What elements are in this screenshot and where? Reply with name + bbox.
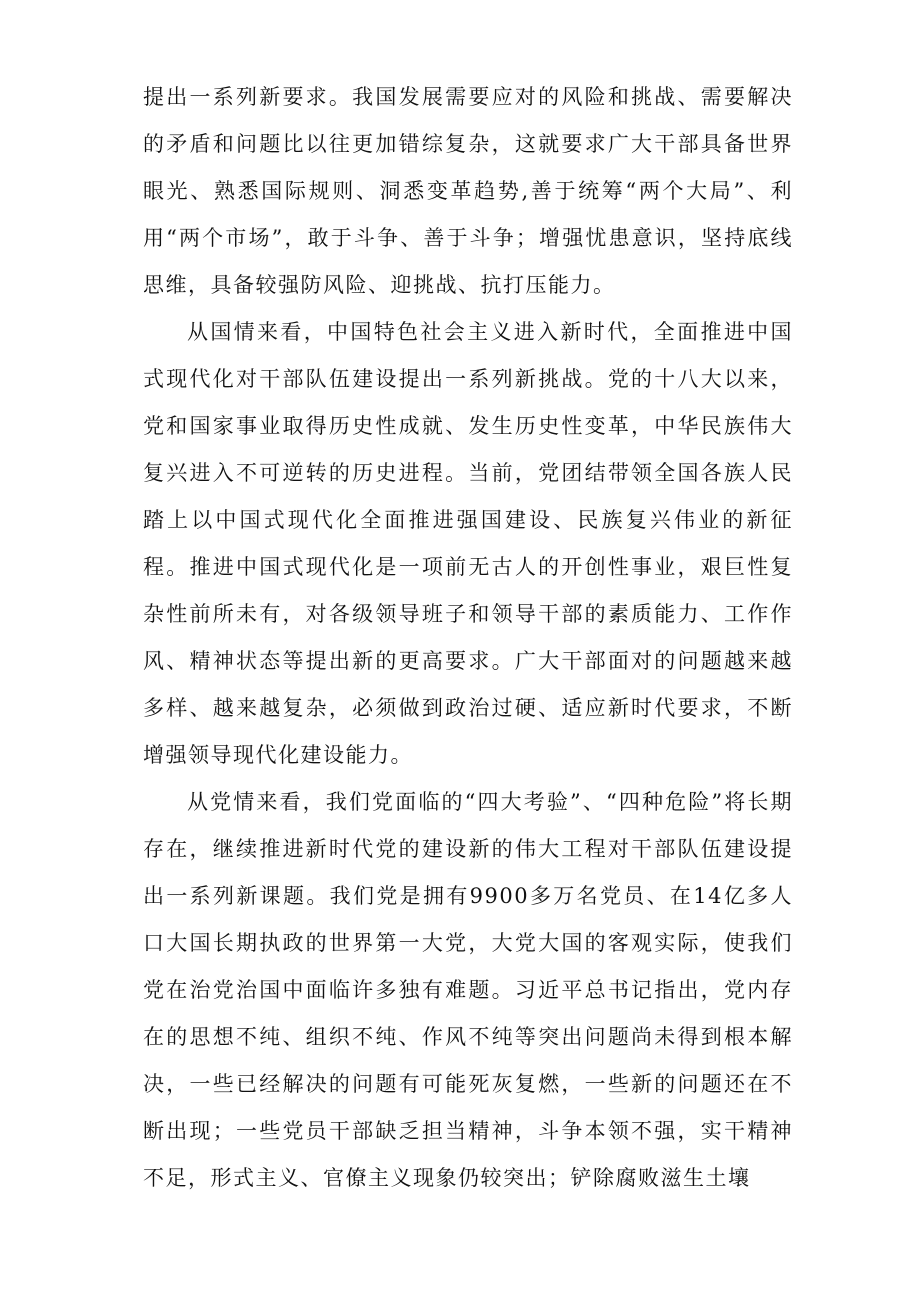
paragraph-1: 提出一系列新要求。我国发展需要应对的风险和挑战、需要解决的矛盾和问题比以往更加错综复杂，这就要求广大干部具备世界眼光、熟悉国际规则、洞悉变革趋势,善于统筹“两个大局”、利用“两个市场”，敢于斗争、善于斗争；增强忧患意识，坚持底线思维，具备较强防风险、迎挑战、抗打压能力。 (143, 85, 793, 297)
paragraph-2: 从国情来看，中国特色社会主义进入新时代，全面推进中国式现代化对干部队伍建设提出一系列新挑战。党的十八大以来，党和国家事业取得历史性成就、发生历史性变革，中华民族伟大复兴进入不可逆转的历史进程。当前，党团结带领全国各族人民踏上以中国式现代化全面推进强国建设、民族复兴伟业的新征程。推进中国式现代化是一项前无古人的开创性事业，艰巨性复杂性前所未有，对各级领导班子和领导干部的素质能力、工作作风、精神状态等提出新的更高要求。广大干部面对的问题越来越多样、越来越复杂，必须做到政治过硬、适应新时代要求，不断增强领导现代化建设能力。 (143, 320, 793, 767)
paragraph-3: 从党情来看，我们党面临的“四大考验”、“四种危险”将长期存在，继续推进新时代党的建设新的伟大工程对干部队伍建设提出一系列新课题。我们党是拥有9900多万名党员、在14亿多人口大国长期执政的世界第一大党，大党大国的客观实际，使我们党在治党治国中面临许多独有难题。习近平总书记指出，党内存在的思想不纯、组织不纯、作风不纯等突出问题尚未得到根本解决，一些已经解决的问题有可能死灰复燃，一些新的问题还在不断出现；一些党员干部缺乏担当精神，斗争本领不强，实干精神不足，形式主义、官僚主义现象仍较突出；铲除腐败滋生土壤 (143, 790, 793, 1190)
document-body (143, 74, 793, 1202)
